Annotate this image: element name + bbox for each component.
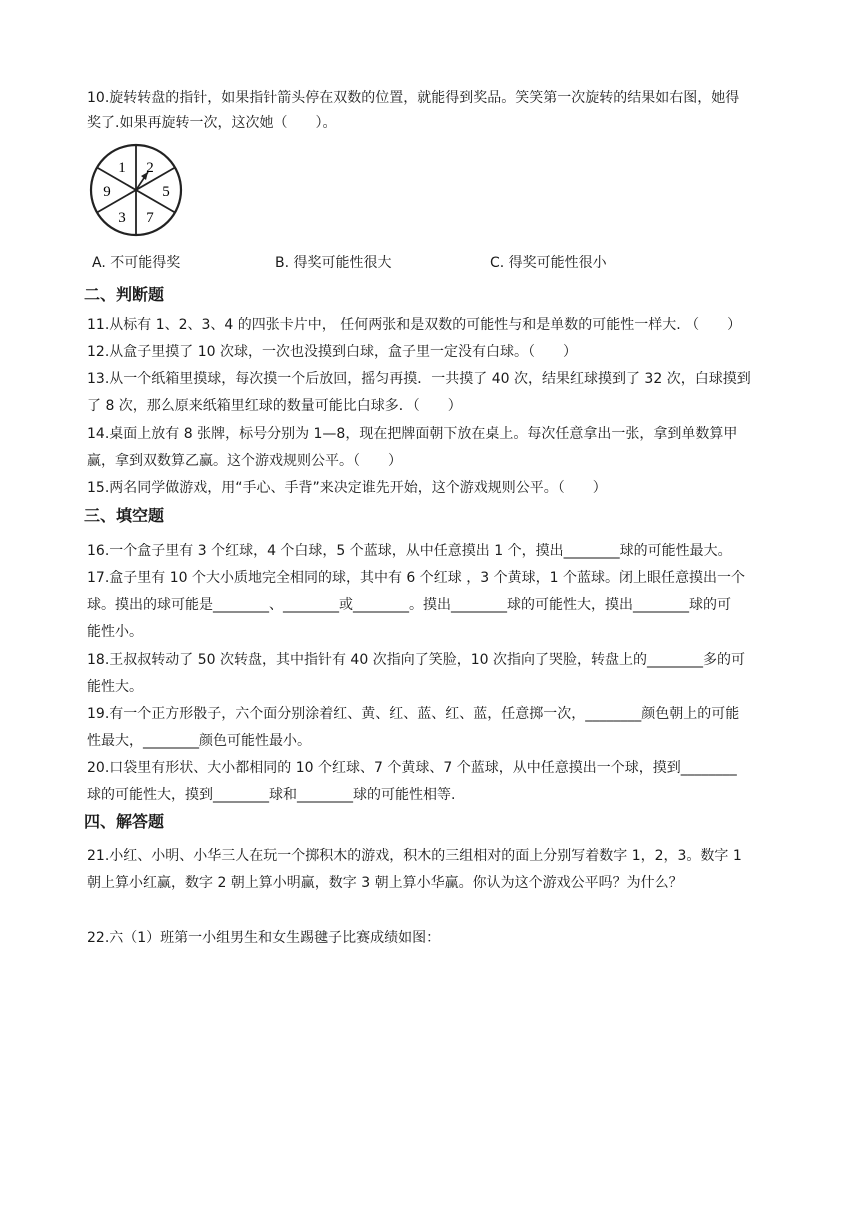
sector-label: 9: [103, 184, 111, 200]
q10-option-a[interactable]: A. 不可能得奖: [92, 255, 181, 271]
question-line: 赢，拿到双数算乙赢。这个游戏规则公平。（ ）: [87, 453, 402, 469]
sector-label: 5: [162, 184, 170, 200]
question-line: 18.王叔叔转动了 50 次转盘，其中指针有 40 次指向了笑脸，10 次指向了哭脸，转盘上的________多的可: [87, 652, 745, 668]
question-line: 22.六（1）班第一小组男生和女生踢毽子比赛成绩如图：: [87, 930, 441, 946]
question-line: 球。摸出的球可能是________、________或________。摸出________球的可能性大，摸出________球的可: [87, 597, 731, 613]
question-line: 13.从一个纸箱里摸球，每次摸一个后放回，摇匀再摸．一共摸了 40 次，结果红球摸到了 32 次，白球摸到: [87, 371, 751, 387]
section-3-title: 三、填空题: [84, 506, 165, 525]
question-line: 20.口袋里有形状、大小都相同的 10 个红球、7 个黄球、7 个蓝球，从中任意摸出一个球，摸到________: [87, 760, 737, 776]
question-line: 21.小红、小明、小华三人在玩一个掷积木的游戏，积木的三组相对的面上分别写着数字 1，2，3。数字 1: [87, 848, 742, 864]
q10-option-c[interactable]: C. 得奖可能性很小: [490, 255, 607, 271]
question-line: 15.两名同学做游戏，用“手心、手背”来决定谁先开始，这个游戏规则公平。（ ）: [87, 480, 607, 496]
sector-label: 2: [146, 160, 154, 176]
sector-label: 7: [146, 210, 154, 226]
question-line: 能性小。: [87, 624, 143, 640]
question-line: 14.桌面上放有 8 张牌，标号分别为 1—8，现在把牌面朝下放在桌上。每次任意拿出一张，拿到单数算甲: [87, 426, 738, 442]
section-4-title: 四、解答题: [84, 812, 165, 831]
question-line: 性最大，________颜色可能性最小。: [87, 733, 311, 749]
question-line: 16.一个盒子里有 3 个红球，4 个白球，5 个蓝球，从中任意摸出 1 个，摸出________球的可能性最大。: [87, 543, 732, 559]
question-line: 11.从标有 1、2、3、4 的四张卡片中， 任何两张和是双数的可能性与和是单数的可能性一样大. （ ）: [87, 317, 742, 333]
sector-label: 1: [118, 160, 126, 176]
q10-option-b[interactable]: B. 得奖可能性很大: [275, 255, 392, 271]
sector-label: 3: [118, 210, 126, 226]
q10-line-1: 10.旋转转盘的指针，如果指针箭头停在双数的位置，就能得到奖品。笑笑第一次旋转的结果如右图，她得: [87, 90, 740, 106]
question-line: 19.有一个正方形骰子，六个面分别涂着红、黄、红、蓝、红、蓝，任意掷一次，________颜色朝上的可能: [87, 706, 740, 722]
question-line: 球的可能性大，摸到________球和________球的可能性相等.: [87, 787, 456, 803]
question-line: 能性大。: [87, 679, 143, 695]
section-2-title: 二、判断题: [84, 285, 165, 304]
question-line: 朝上算小红赢，数字 2 朝上算小明赢，数字 3 朝上算小华赢。你认为这个游戏公平吗？为什么？: [87, 875, 683, 891]
question-line: 12.从盒子里摸了 10 次球，一次也没摸到白球，盒子里一定没有白球。（ ）: [87, 344, 577, 360]
question-line: 了 8 次，那么原来纸箱里红球的数量可能比白球多．（ ）: [87, 398, 462, 414]
spinner-diagram: [88, 142, 184, 238]
q10-line-2: 奖了.如果再旋转一次，这次她（ ）。: [87, 115, 337, 131]
question-line: 17.盒子里有 10 个大小质地完全相同的球，其中有 6 个红球 ，3 个黄球，1 个蓝球。闭上眼任意摸出一个: [87, 570, 745, 586]
